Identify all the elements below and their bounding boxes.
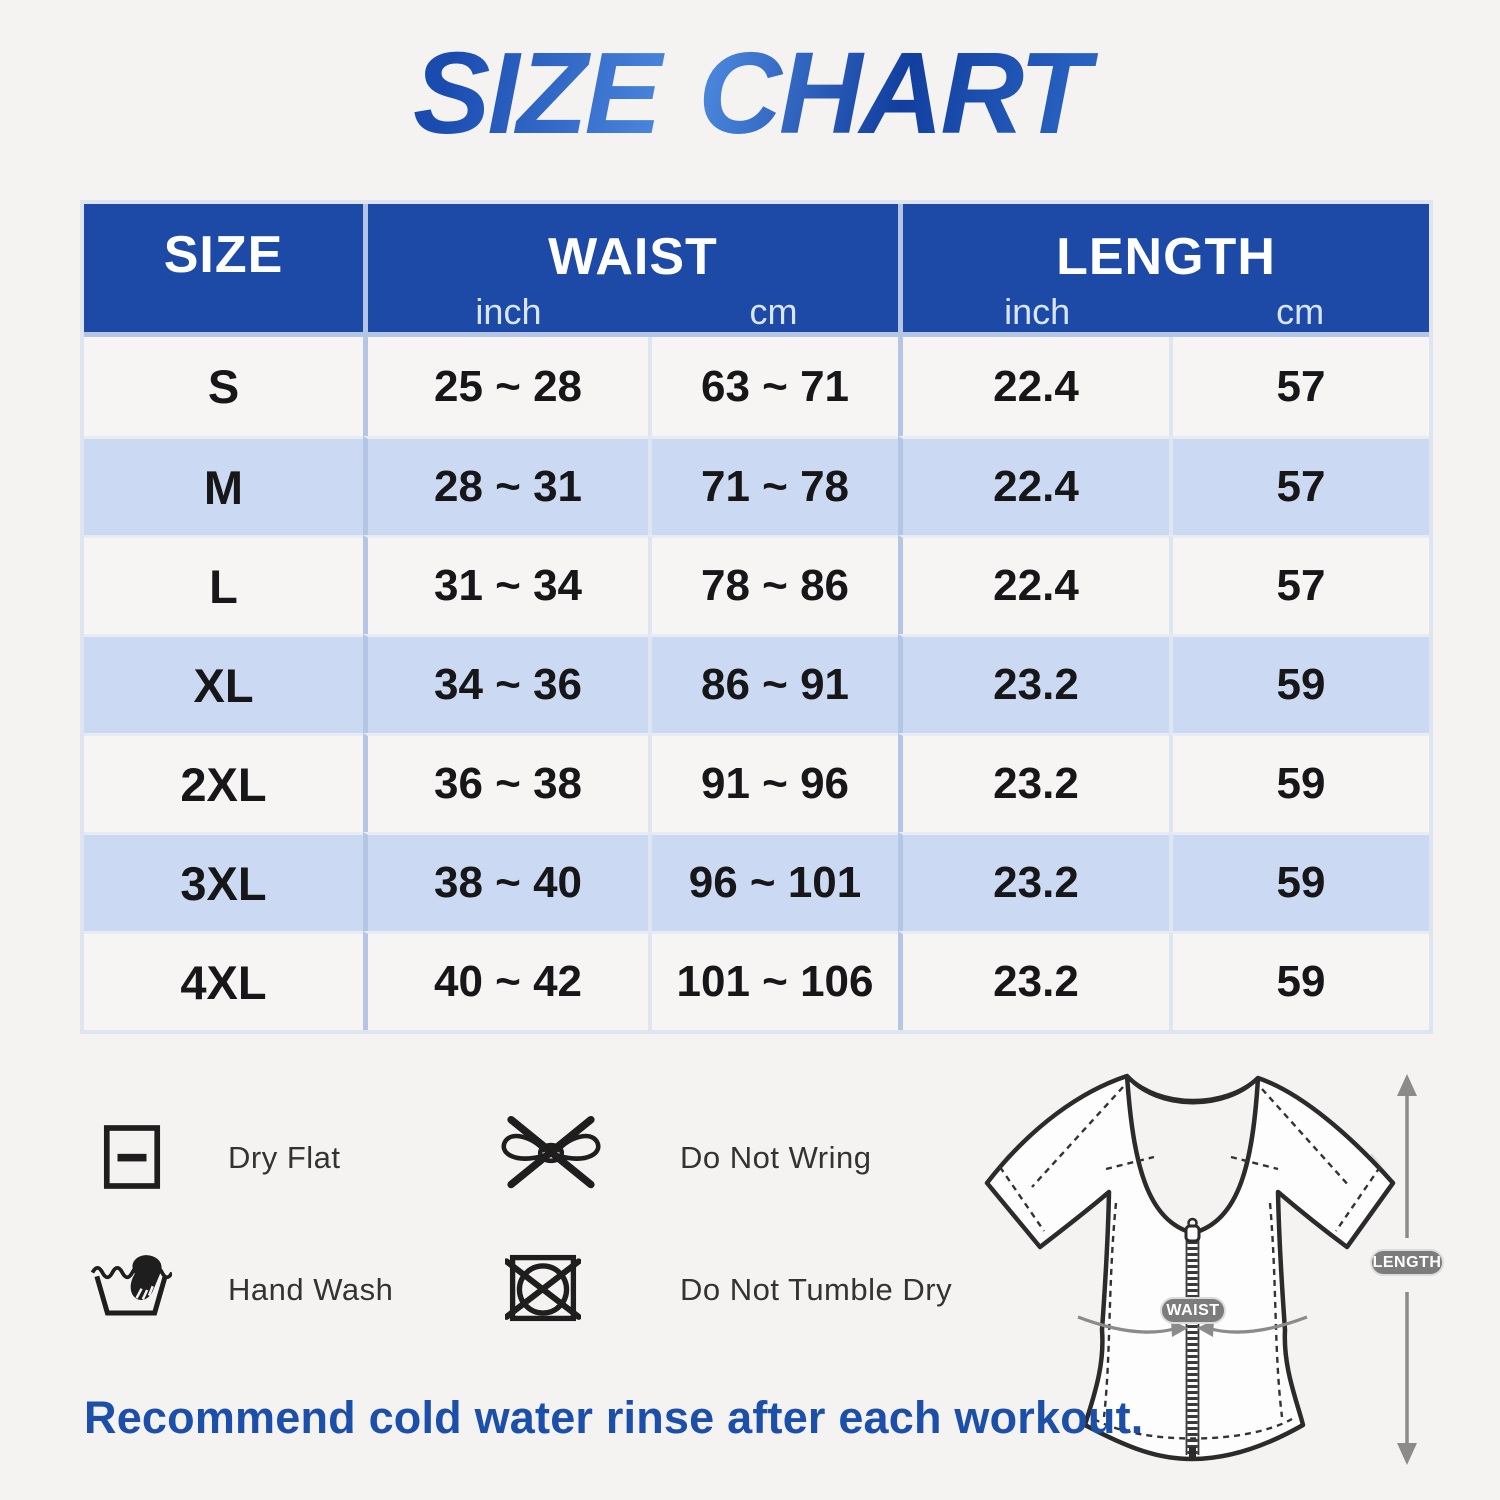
length-unit-cm: cm (1276, 290, 1325, 332)
length-unit-inch: inch (1004, 290, 1071, 332)
page-title: SIZE CHART (0, 26, 1500, 160)
table-row-3xl-waist-inch: 38 ~ 40 (363, 832, 648, 931)
table-row-l-length-cm: 57 (1169, 535, 1429, 634)
table-row-xl-waist-inch: 34 ~ 36 (363, 634, 648, 733)
care-label-dry-flat: Dry Flat (228, 1140, 341, 1175)
table-row-2xl-size: 2XL (84, 733, 363, 832)
table-row-s-length-inch: 22.4 (898, 337, 1169, 436)
table-row-2xl-length-cm: 59 (1169, 733, 1429, 832)
footer-note: Recommend cold water rinse after each workout. (84, 1392, 1144, 1443)
table-row-3xl-length-cm: 59 (1169, 832, 1429, 931)
table-row-l-length-inch: 22.4 (898, 535, 1169, 634)
waist-unit-inch: inch (475, 290, 542, 332)
do-not-tumble-dry-icon (505, 1249, 581, 1327)
table-row-4xl-length-inch: 23.2 (898, 931, 1169, 1030)
table-row-l-size: L (84, 535, 363, 634)
table-row-s-waist-cm: 63 ~ 71 (648, 337, 898, 436)
size-table (80, 200, 1433, 1034)
zipper-pull (1186, 1226, 1199, 1241)
care-label-hand-wash: Hand Wash (228, 1272, 394, 1307)
header-waist (363, 204, 898, 337)
table-row-m-waist-cm: 71 ~ 78 (648, 436, 898, 535)
header-size-label: SIZE (163, 225, 284, 284)
table-row-s-waist-inch: 25 ~ 28 (363, 337, 648, 436)
table-row-4xl-waist-inch: 40 ~ 42 (363, 931, 648, 1030)
table-row-xl-waist-cm: 86 ~ 91 (648, 634, 898, 733)
table-row-4xl-length-cm: 59 (1169, 931, 1429, 1030)
table-row-2xl-waist-cm: 91 ~ 96 (648, 733, 898, 832)
waist-badge: WAIST (1160, 1297, 1226, 1324)
table-row-2xl-waist-inch: 36 ~ 38 (363, 733, 648, 832)
care-label-do-not-tumble-dry: Do Not Tumble Dry (680, 1272, 953, 1307)
table-row-3xl-size: 3XL (84, 832, 363, 931)
table-row-m-size: M (84, 436, 363, 535)
table-row-2xl-length-inch: 23.2 (898, 733, 1169, 832)
table-row-xl-size: XL (84, 634, 363, 733)
zipper (1186, 1219, 1199, 1459)
header-waist-label: WAIST (548, 228, 718, 286)
table-row-xl-length-inch: 23.2 (898, 634, 1169, 733)
table-row-s-length-cm: 57 (1169, 337, 1429, 436)
table-row-l-waist-cm: 78 ~ 86 (648, 535, 898, 634)
length-badge: LENGTH (1370, 1249, 1444, 1276)
header-size (84, 204, 363, 337)
table-row-3xl-waist-cm: 96 ~ 101 (648, 832, 898, 931)
table-row-4xl-size: 4XL (84, 931, 363, 1030)
table-row-xl-length-cm: 59 (1169, 634, 1429, 733)
hand-wash-icon (90, 1240, 172, 1330)
do-not-wring-icon (497, 1113, 605, 1192)
table-row-l-waist-inch: 31 ~ 34 (363, 535, 648, 634)
dry-flat-icon (103, 1121, 161, 1193)
table-row-m-length-cm: 57 (1169, 436, 1429, 535)
waist-unit-cm: cm (749, 290, 798, 332)
table-row-s-size: S (84, 337, 363, 436)
table-row-3xl-length-inch: 23.2 (898, 832, 1169, 931)
header-length (898, 204, 1429, 337)
header-length-label: LENGTH (1056, 228, 1276, 286)
care-label-do-not-wring: Do Not Wring (680, 1140, 872, 1175)
table-row-m-length-inch: 22.4 (898, 436, 1169, 535)
table-row-4xl-waist-cm: 101 ~ 106 (648, 931, 898, 1030)
table-row-m-waist-inch: 28 ~ 31 (363, 436, 648, 535)
